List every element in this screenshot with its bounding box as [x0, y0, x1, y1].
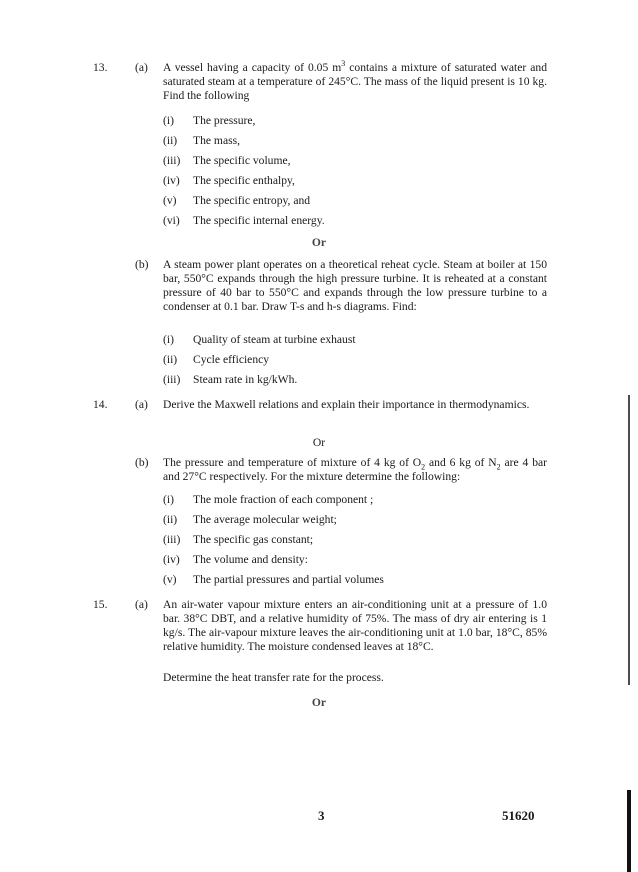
- q14-part-a-text: Derive the Maxwell relations and explain their importance in thermodynamics.: [163, 398, 530, 411]
- q14-part-a-label: (a): [135, 398, 148, 411]
- question-14-number: 14.: [93, 398, 108, 411]
- q13b-item-2: (ii) Cycle efficiency: [163, 353, 270, 366]
- q14b-item-1: (i) The mole fraction of each component ;: [163, 493, 374, 506]
- q13a-item-5: (v) The specific entropy, and: [163, 194, 311, 207]
- q13b-item-3: (iii) Steam rate in kg/kWh.: [163, 373, 298, 386]
- q13a-item-6: (vi) The specific internal energy.: [163, 214, 325, 227]
- q13-part-b-text: A steam power plant operates on a theoretical reheat cycle. Steam at boiler at 150 bar, 550°C expands through the high pressure turbine. It is reheated at a constant pressure of 40 bar to 550°C and expands through the low pressure turbine to a condenser at 0.1 bar. Draw T-s and h-s diagrams. Find:: [163, 258, 547, 313]
- q15-or-separator: Or: [311, 696, 327, 709]
- scan-edge-bar: [627, 790, 631, 872]
- q14-or-separator: Or: [312, 436, 326, 449]
- q15-part-a-text: An air-water vapour mixture enters an air-conditioning unit at a pressure of 1.0 bar. 38°C DBT, and a relative humidity of 75%. The mass of dry air entering is 1 kg/s. The air-vapour mixture leaves the air-conditioning unit at 1.0 bar, 18°C, 85% relative humidity. The moisture condensed leaves at 18°C.: [163, 598, 547, 653]
- q13-part-a-label: (a): [135, 61, 148, 74]
- q14b-item-4: (iv) The volume and density:: [163, 553, 308, 566]
- q13a-item-2: (ii) The mass,: [163, 134, 241, 147]
- q14b-item-5: (v) The partial pressures and partial volumes: [163, 573, 384, 586]
- q13-part-b-label: (b): [135, 258, 149, 271]
- q13a-item-4: (iv) The specific enthalpy,: [163, 174, 295, 187]
- q15-part-a-label: (a): [135, 598, 148, 611]
- question-13-number: 13.: [93, 61, 108, 74]
- q13b-item-1: (i) Quality of steam at turbine exhaust: [163, 333, 356, 346]
- scan-edge-line: [628, 395, 630, 685]
- q14b-item-2: (ii) The average molecular weight;: [163, 513, 337, 526]
- q14b-item-3: (iii) The specific gas constant;: [163, 533, 314, 546]
- q13a-item-1: (i) The pressure,: [163, 114, 256, 127]
- q14-part-b-label: (b): [135, 456, 149, 469]
- q15-part-a-instruction: Determine the heat transfer rate for the process.: [163, 671, 384, 684]
- q13a-item-3: (iii) The specific volume,: [163, 154, 291, 167]
- q14-part-b-text: The pressure and temperature of mixture of 4 kg of $O_2$ and 6 kg of $N_2$ are 4 bar and 27°C respectively. For the mixture determine the following:: [163, 456, 547, 483]
- question-15-number: 15.: [93, 598, 108, 611]
- paper-code: 51620: [502, 808, 535, 823]
- page-number: 3: [318, 808, 325, 823]
- q13-part-a-text: A vessel having a capacity of 0.05 $m^3$ contains a mixture of saturated water and saturated steam at a temperature of 245°C. The mass of the liquid present is 10 kg. Find the following: [163, 59, 548, 102]
- q13-or-separator: Or: [311, 236, 327, 249]
